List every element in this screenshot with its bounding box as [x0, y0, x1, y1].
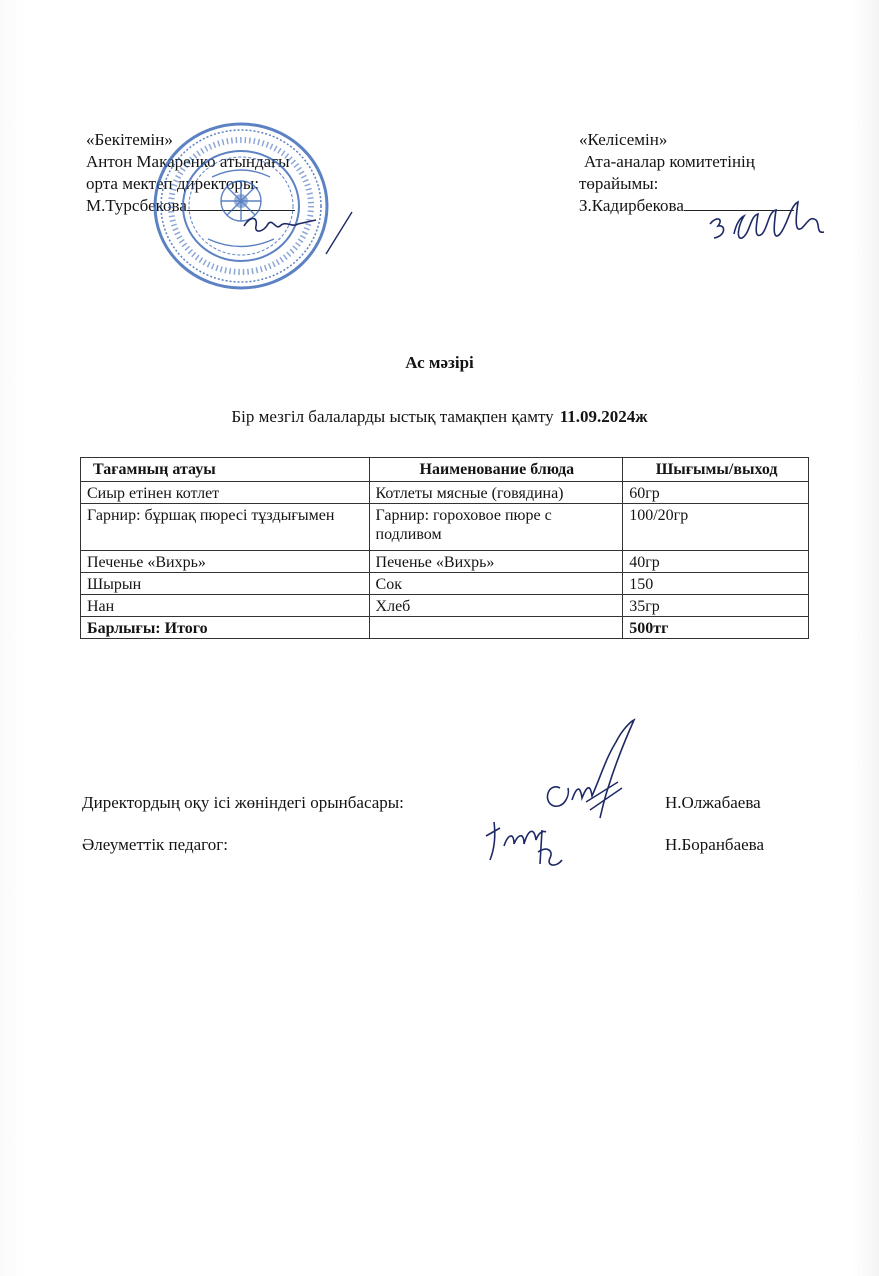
- deputy-role: Директордың оқу ісі жөніндегі орынбасары:: [82, 793, 404, 812]
- table-header-row: [81, 458, 809, 482]
- table-row: [81, 551, 809, 573]
- dish-name-kz: Гарнир: бұршақ пюресі тұздығымен: [81, 504, 370, 551]
- dish-output: 35гр: [623, 595, 809, 617]
- dish-name-kz: Печенье «Вихрь»: [81, 551, 370, 573]
- dish-name-kz: Сиыр етінен котлет: [81, 482, 370, 504]
- dish-name-ru: Гарнир: гороховое пюре с подливом: [369, 504, 623, 551]
- table-row: [81, 504, 809, 551]
- table-row: [81, 482, 809, 504]
- pedagog-signature-icon: [480, 810, 580, 872]
- menu-table: [80, 457, 809, 639]
- dish-output: 40гр: [623, 551, 809, 573]
- dish-name-ru: Сок: [369, 573, 623, 595]
- table-total-row: [81, 617, 809, 639]
- table-row: [81, 595, 809, 617]
- round-school-seal-icon: [150, 119, 332, 293]
- dish-name-ru: Котлеты мясные (говядина): [369, 482, 623, 504]
- approval-position-line: орта мектеп директоры:: [86, 174, 260, 193]
- dish-name-kz: Нан: [81, 595, 370, 617]
- chairperson-signature-icon: [706, 194, 828, 250]
- column-header-output: Шығымы/выход: [623, 458, 809, 482]
- signature-tail-icon: [318, 208, 358, 258]
- total-empty-cell: [369, 617, 623, 639]
- dish-name-ru: Хлеб: [369, 595, 623, 617]
- pedagog-name: Н.Боранбаева: [665, 835, 765, 854]
- column-header-ru: Наименование блюда: [369, 458, 623, 482]
- pedagog-role: Әлеуметтік педагог:: [82, 835, 228, 854]
- dish-output: 150: [623, 573, 809, 595]
- agreement-committee-line: Ата-аналар комитетінің: [584, 152, 755, 171]
- approval-school-line: Антон Макаренко атындағы: [86, 152, 290, 171]
- chairperson-name: З.Кадирбекова: [579, 196, 684, 215]
- deputy-name: Н.Олжабаева: [665, 793, 761, 812]
- agreement-heading: «Келісемін»: [579, 130, 668, 149]
- dish-name-kz: Шырын: [81, 573, 370, 595]
- page-subtitle: [0, 407, 879, 427]
- director-name: М.Турсбекова: [86, 196, 187, 215]
- page-title: Ас мәзірі: [405, 353, 474, 372]
- approval-heading: «Бекітемін»: [86, 130, 173, 149]
- director-signature-icon: [240, 208, 320, 238]
- agreement-position-line: төрайымы:: [579, 174, 659, 193]
- total-label: Барлығы: Итого: [81, 617, 370, 639]
- dish-output: 100/20гр: [623, 504, 809, 551]
- deputy-signature-icon: [530, 718, 642, 822]
- menu-date: 11.09.2024ж: [559, 407, 648, 426]
- dish-output: 60гр: [623, 482, 809, 504]
- column-header-kz: Тағамның атауы: [81, 458, 370, 482]
- table-row: [81, 573, 809, 595]
- total-value: 500тг: [623, 617, 809, 639]
- dish-name-ru: Печенье «Вихрь»: [369, 551, 623, 573]
- subtitle-text: Бір мезгіл балаларды ыстық тамақпен қамту: [231, 407, 554, 426]
